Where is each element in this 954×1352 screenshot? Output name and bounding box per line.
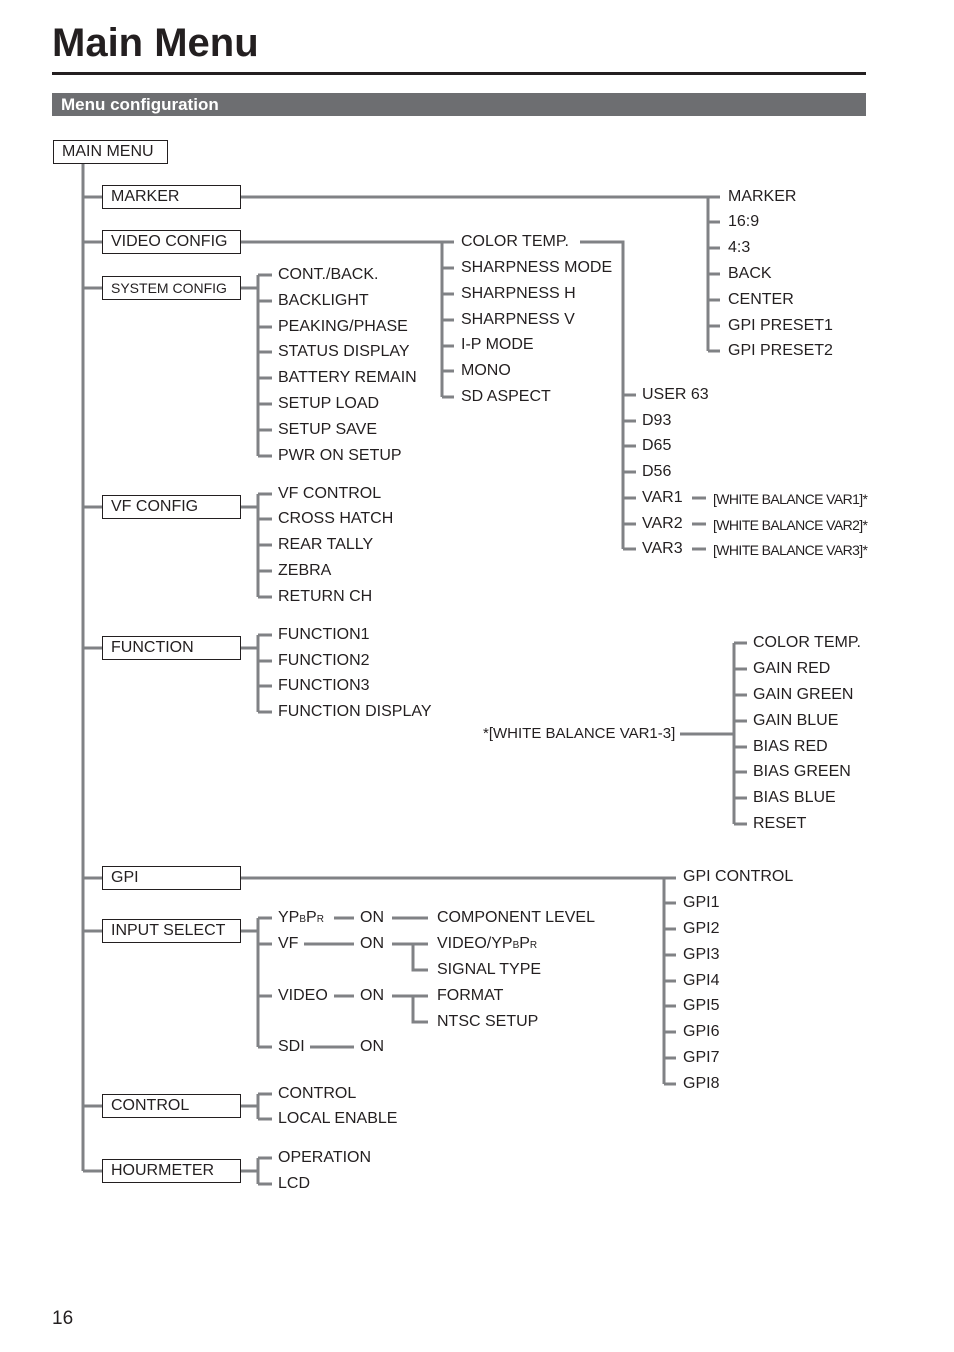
hourmeter-label: HOURMETER: [111, 1162, 215, 1179]
color-temp-item: D93: [642, 412, 672, 429]
vf-config-item: CROSS HATCH: [278, 510, 394, 527]
ntsc-setup: NTSC SETUP: [437, 1013, 539, 1030]
gpi-item: GPI7: [683, 1049, 720, 1066]
system-config-box: [102, 276, 241, 300]
system-config-item: PWR ON SETUP: [278, 447, 402, 464]
marker-item: GPI PRESET2: [728, 342, 833, 359]
control-box: [102, 1094, 241, 1118]
function-label: FUNCTION: [111, 639, 194, 656]
video-config-item: COLOR TEMP.: [461, 233, 569, 250]
hourmeter-box: [102, 1159, 241, 1183]
control-label: CONTROL: [111, 1097, 190, 1114]
input-on: ON: [360, 1038, 384, 1055]
system-config-item: STATUS DISPLAY: [278, 343, 410, 360]
vf-config-item: RETURN CH: [278, 588, 373, 605]
white-balance-item: GAIN GREEN: [753, 686, 854, 703]
input-on: ON: [360, 935, 384, 952]
input-select-label: INPUT SELECT: [111, 922, 226, 939]
system-config-item: SETUP SAVE: [278, 421, 377, 438]
color-temp-item: USER 63: [642, 386, 709, 403]
system-config-item: PEAKING/PHASE: [278, 318, 408, 335]
control-item: LOCAL ENABLE: [278, 1110, 398, 1127]
function-item: FUNCTION DISPLAY: [278, 703, 432, 720]
white-balance-ref: [WHITE BALANCE VAR1]*: [713, 491, 868, 507]
input-video: VIDEO: [278, 987, 328, 1004]
video-config-box: [102, 230, 241, 254]
gpi-item: GPI6: [683, 1023, 720, 1040]
white-balance-item: RESET: [753, 815, 807, 832]
system-config-item: SETUP LOAD: [278, 395, 380, 412]
main-menu-label: MAIN MENU: [62, 143, 154, 160]
video-config-item: SHARPNESS H: [461, 285, 576, 302]
marker-item: MARKER: [728, 188, 797, 205]
video-config-item: SHARPNESS V: [461, 311, 575, 328]
main-menu-box: [53, 140, 168, 164]
input-vf: VF: [278, 935, 299, 952]
gpi-item: GPI5: [683, 997, 720, 1014]
system-config-item: BACKLIGHT: [278, 292, 369, 309]
white-balance-label: *[WHITE BALANCE VAR1-3]: [483, 725, 676, 742]
gpi-item: GPI CONTROL: [683, 868, 794, 885]
color-temp-item: D65: [642, 437, 672, 454]
white-balance-item: COLOR TEMP.: [753, 634, 861, 651]
input-on: ON: [360, 909, 384, 926]
function-item: FUNCTION2: [278, 652, 370, 669]
video-config-item: SD ASPECT: [461, 388, 551, 405]
system-config-label: SYSTEM CONFIG: [111, 280, 227, 296]
system-config-item: BATTERY REMAIN: [278, 369, 417, 386]
marker-item: 16:9: [728, 213, 760, 230]
marker-item: 4:3: [728, 239, 751, 256]
white-balance-item: GAIN BLUE: [753, 712, 839, 729]
function-box: [102, 636, 241, 660]
video-config-item: MONO: [461, 362, 511, 379]
signal-type: SIGNAL TYPE: [437, 961, 542, 978]
gpi-item: GPI1: [683, 894, 720, 911]
vf-config-box: [102, 495, 241, 519]
marker-item: BACK: [728, 265, 772, 282]
marker-box: [102, 185, 241, 209]
hourmeter-item: LCD: [278, 1175, 311, 1192]
video-ypbpr: VIDEO/YPBPR: [437, 935, 538, 952]
gpi-item: GPI4: [683, 972, 720, 989]
function-item: FUNCTION3: [278, 677, 370, 694]
marker-label: MARKER: [111, 188, 180, 205]
color-temp-item: VAR1: [642, 489, 683, 506]
input-on: ON: [360, 987, 384, 1004]
section-header-label: Menu configuration: [61, 95, 219, 114]
white-balance-ref: [WHITE BALANCE VAR2]*: [713, 517, 868, 533]
marker-item: GPI PRESET1: [728, 317, 833, 334]
control-item: CONTROL: [278, 1085, 357, 1102]
gpi-label: GPI: [111, 869, 139, 886]
vf-config-item: REAR TALLY: [278, 536, 374, 553]
function-item: FUNCTION1: [278, 626, 370, 643]
gpi-item: GPI8: [683, 1075, 720, 1092]
color-temp-item: VAR2: [642, 515, 683, 532]
gpi-item: GPI2: [683, 920, 720, 937]
component-level: COMPONENT LEVEL: [437, 909, 595, 926]
gpi-item: GPI3: [683, 946, 720, 963]
input-sdi: SDI: [278, 1038, 305, 1055]
marker-item: CENTER: [728, 291, 794, 308]
vf-config-label: VF CONFIG: [111, 498, 199, 515]
color-temp-item: VAR3: [642, 540, 683, 557]
color-temp-item: D56: [642, 463, 672, 480]
white-balance-item: BIAS RED: [753, 738, 828, 755]
white-balance-item: GAIN RED: [753, 660, 831, 677]
page-number: 16: [52, 1308, 74, 1329]
white-balance-ref: [WHITE BALANCE VAR3]*: [713, 542, 868, 558]
vf-config-item: ZEBRA: [278, 562, 332, 579]
vf-config-item: VF CONTROL: [278, 485, 382, 502]
gpi-box: [102, 866, 241, 890]
format: FORMAT: [437, 987, 504, 1004]
white-balance-item: BIAS GREEN: [753, 763, 851, 780]
page-title: Main Menu: [52, 21, 259, 65]
video-config-item: SHARPNESS MODE: [461, 259, 613, 276]
white-balance-item: BIAS BLUE: [753, 789, 836, 806]
video-config-label: VIDEO CONFIG: [111, 233, 228, 250]
input-select-box: [102, 919, 241, 943]
system-config-item: CONT./BACK.: [278, 266, 379, 283]
video-config-item: I-P MODE: [461, 336, 534, 353]
hourmeter-item: OPERATION: [278, 1149, 372, 1166]
input-ypbpr: YPBPR: [278, 909, 324, 926]
